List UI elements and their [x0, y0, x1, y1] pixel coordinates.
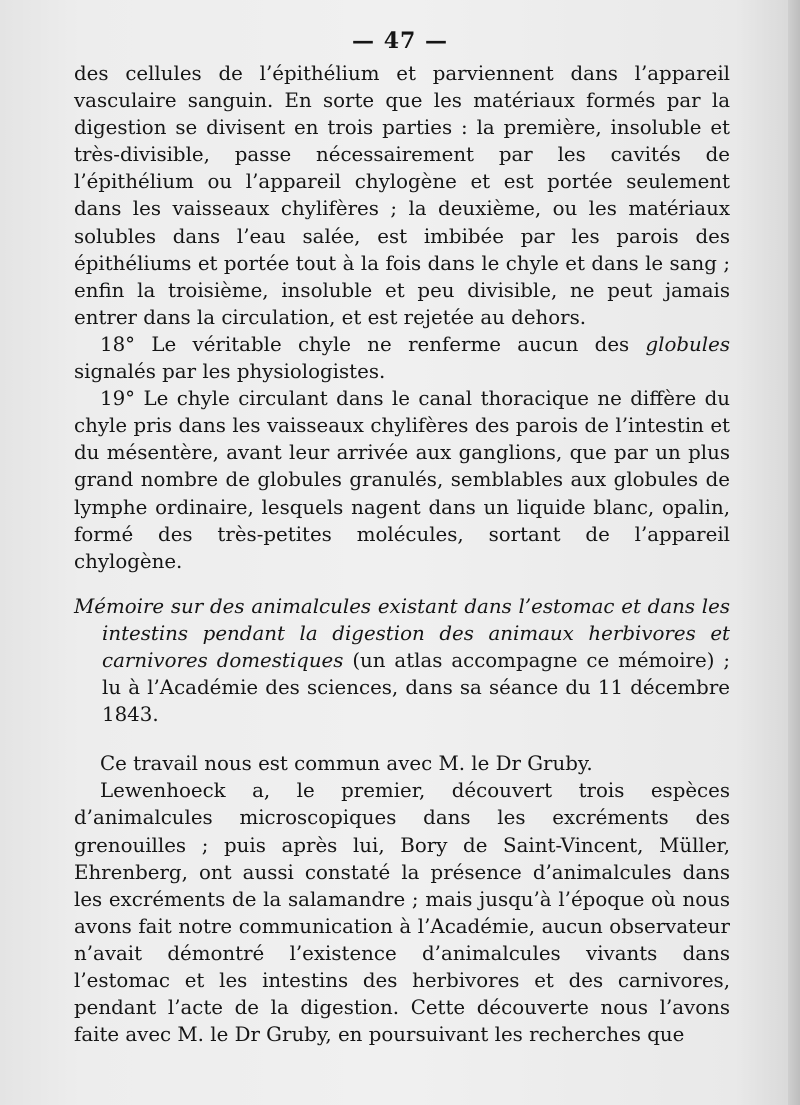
paragraph-lewenhoeck: Lewenhoeck a, le premier, découvert trois espèces d’animalcules microscopiques dans les excréments des grenouilles ; puis après lui, Bory de Saint-Vincent, Müller, Ehrenberg, ont aussi constaté la présence d’animalcules dans les excréments de la salamandre ; mais jusqu’à l’époque où nous avons fait notre communication à l’Académie, aucun observateur n’avait démontré l’existence d’animalcules vivants dans l’estomac et les intestins des herbivores et des carnivores, pendant l’acte de la digestion. Cette découverte nous l’avons faite avec M. le Dr Gruby, en poursuivant les recherches que — [74, 779, 730, 1047]
memoire-details: (un atlas accompagne ce mémoire) ; lu à l’Académie des sciences, dans sa séance du 11 décembre 1843. — [102, 648, 730, 727]
paragraph-18-italic: globules — [645, 332, 730, 356]
memoire-title: Mémoire sur des animalcules existant dans l’estomac et dans les intestins pendant la digestion des animaux herbivores et carnivores domestiques — [74, 594, 730, 672]
memoire-heading — [74, 593, 730, 728]
paragraph-18-start: 18° Le véritable chyle ne renferme aucun des — [100, 332, 646, 356]
paragraph-19: 19° Le chyle circulant dans le canal thoracique ne diffère du chyle pris dans les vaisseaux chylifères des parois de l’intestin et du mésentère, avant leur arrivée aux ganglions, que par un plus grand nombre de globules granulés, semblables aux globules de lymphe ordinaire, lesquels nagent dans un liquide blanc, opalin, formé des très-petites molécules, sortant de l’appareil chylogène. — [74, 387, 730, 573]
page-edge-shadow — [788, 0, 800, 1105]
paragraph-continuation: des cellules de l’épithélium et parviennent dans l’appareil vasculaire sanguin. En sorte que les matériaux formés par la digestion se divisent en trois parties : la première, insoluble et très-divisible, passe nécessairement par les cavités de l’épithélium ou l’appareil chylogène et est portée seulement dans les vaisseaux chylifères ; la deuxième, ou les matériaux solubles dans l’eau salée, est imbibée par les parois des épithéliums et portée tout à la fois dans le chyle et dans le sang ; enfin la troisième, insoluble et peu divisible, ne peut jamais entrer dans la circulation, et est rejetée au dehors. — [74, 62, 730, 329]
page-body — [74, 60, 730, 1048]
page-number: — 47 — — [352, 28, 448, 54]
paragraph-18 — [74, 331, 730, 385]
paragraph-18-end: signalés par les physiologistes. — [74, 360, 386, 384]
paragraph-collaboration: Ce travail nous est commun avec M. le Dr Gruby. — [100, 752, 593, 776]
